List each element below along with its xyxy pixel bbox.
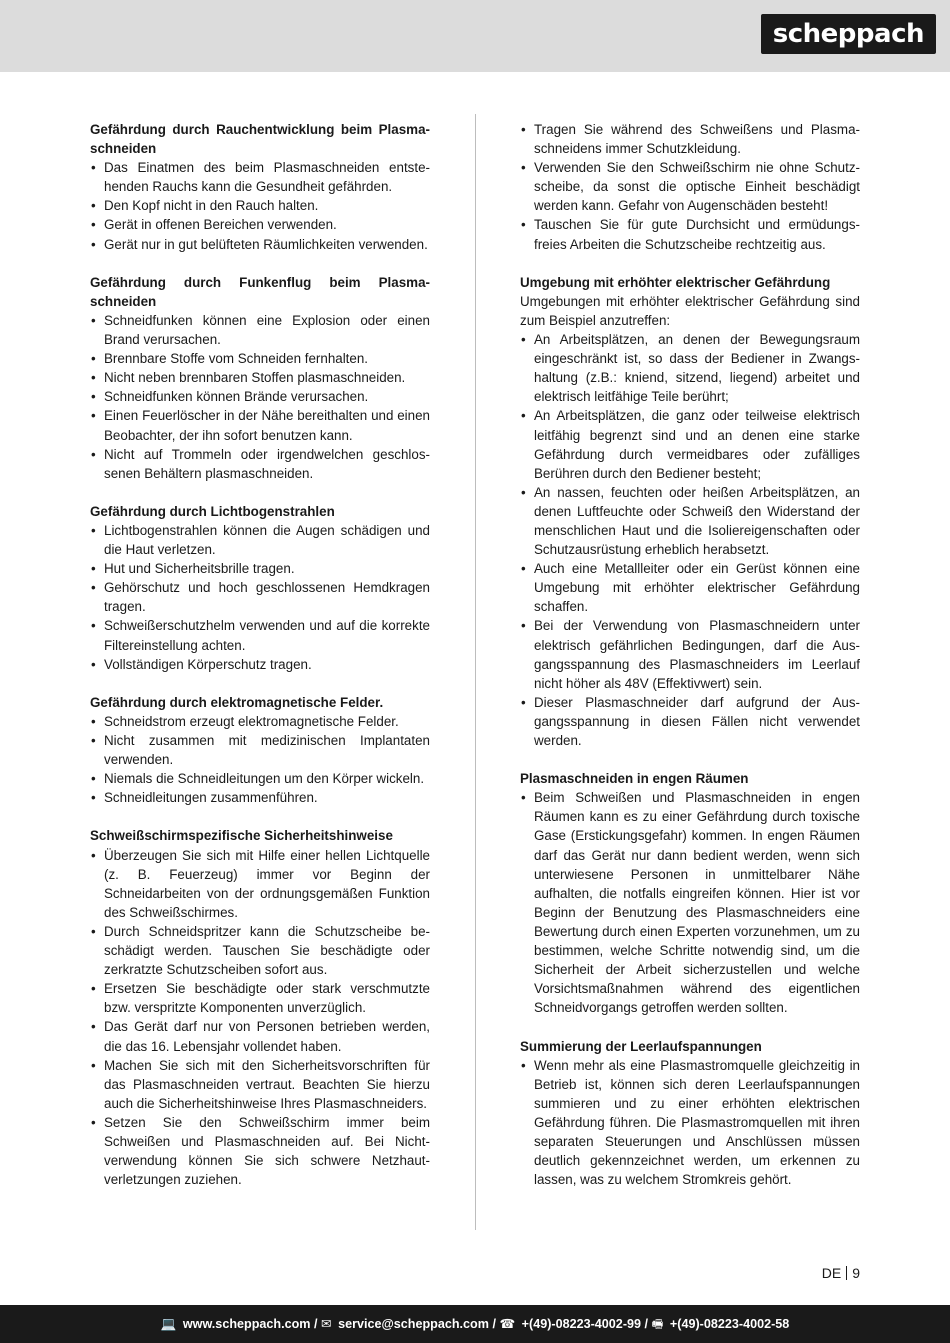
list-item: • Ersetzen Sie beschädigte oder stark verschmutzte bzw. verspritzte Komponenten unverzüglich. xyxy=(90,979,430,1017)
list-item: • An nassen, feuchten oder heißen Arbeitsplätzen, an denen Luftfeuchte oder Schweiß den Widerstand der menschlichen Haut und die Isoliereigenschaften oder Schutzausrüstung erheblich herabsetzt. xyxy=(520,483,860,559)
bullet-list xyxy=(90,521,430,674)
bullet-list xyxy=(90,712,430,807)
bullet-list xyxy=(90,846,430,1190)
page-number-separator xyxy=(846,1266,847,1280)
list-item: • Den Kopf nicht in den Rauch halten. xyxy=(90,196,430,215)
list-item: • Brennbare Stoffe vom Schneiden fernhalten. xyxy=(90,349,430,368)
bullet-list xyxy=(90,311,430,483)
section xyxy=(520,1037,860,1190)
list-item: • Das Einatmen des beim Plasmaschneiden entstehenden Rauchs kann die Gesundheit gefährden. xyxy=(90,158,430,196)
list-item: • Gerät nur in gut belüfteten Räumlichkeiten verwenden. xyxy=(90,235,430,254)
list-item: • Verwenden Sie den Schweißschirm nie ohne Schutzscheibe, da sonst die optische Einheit beschädigt werden kann. Gefahr von Augenschäden besteht! xyxy=(520,158,860,215)
list-item: • Tragen Sie während des Schweißens und Plasmaschneidens immer Schutzkleidung. xyxy=(520,120,860,158)
list-item: • Gerät in offenen Bereichen verwenden. xyxy=(90,215,430,234)
bullet-list xyxy=(520,788,860,1017)
section xyxy=(90,120,430,254)
list-item: • Schweißerschutzhelm verwenden und auf die korrekte Filtereinstellung achten. xyxy=(90,616,430,654)
section xyxy=(520,273,860,750)
fax-icon: 🖷 xyxy=(651,1317,664,1331)
section-heading: Gefährdung durch elektromagnetische Felder. xyxy=(90,694,384,710)
list-item: • Machen Sie sich mit den Sicherheitsvorschriften für das Plasmaschneiden vertraut. Beachten Sie hierzu auch die Sicherheitshinweise Ihres Plasmaschneiders. xyxy=(90,1056,430,1113)
section xyxy=(90,273,430,483)
footer-email[interactable]: service@scheppach.com / xyxy=(338,1317,496,1331)
list-item: • An Arbeitsplätzen, die ganz oder teilweise elektrisch leitfähig begrenzt sind und an denen eine starke Gefährdung durch vermeidbares oder zufälliges Berühren durch den Bediener besteht; xyxy=(520,406,860,482)
section xyxy=(520,120,860,254)
phone-icon: ☎ xyxy=(499,1317,516,1331)
page-language: DE xyxy=(821,1265,842,1281)
column-divider xyxy=(475,114,476,1230)
list-item: • Nicht neben brennbaren Stoffen plasmaschneiden. xyxy=(90,368,430,387)
computer-icon: 💻 xyxy=(160,1317,177,1331)
list-item: • Schneidleitungen zusammenführen. xyxy=(90,788,430,807)
footer-bar xyxy=(0,1305,950,1343)
list-item: • Durch Schneidspritzer kann die Schutzscheibe beschädigt werden. Tauschen Sie beschädigte oder zerkratzte Schutzscheiben sofort aus. xyxy=(90,922,430,979)
list-item: • Bei der Verwendung von Plasmaschneidern unter elektrisch gefährlichen Bedingungen, darf die Ausgangsspannung des Plasmaschneiders im Leerlauf nicht höher als 48V (Effektivwert) sein. xyxy=(520,616,860,692)
section xyxy=(520,769,860,1017)
section xyxy=(90,502,430,674)
list-item: • Gehörschutz und hoch geschlossenen Hemdkragen tragen. xyxy=(90,578,430,616)
list-item: • Das Gerät darf nur von Personen betrieben werden, die das 16. Lebensjahr vollendet haben. xyxy=(90,1017,430,1055)
bullet-list xyxy=(90,158,430,253)
list-item: • Hut und Sicherheitsbrille tragen. xyxy=(90,559,430,578)
left-column xyxy=(90,120,430,1189)
section-heading: Plasmaschneiden in engen Räumen xyxy=(520,771,749,787)
section-heading: Schweißschirmspezifische Sicherheitshinweise xyxy=(90,828,393,844)
section-intro: Umgebungen mit erhöhter elektrischer Gefährdung sind zum Beispiel anzutreffen: xyxy=(520,293,860,328)
list-item: • Dieser Plasmaschneider darf aufgrund der Ausgangsspannung in diesen Fällen nicht verwendet werden. xyxy=(520,693,860,750)
list-item: • Schneidstrom erzeugt elektromagnetische Felder. xyxy=(90,712,430,731)
list-item: • Setzen Sie den Schweißschirm immer beim Schweißen und Plasmaschneiden auf. Bei Nichtverwendung können Sie sich schwere Netzhautverletzungen zuziehen. xyxy=(90,1113,430,1189)
list-item: • Vollständigen Körperschutz tragen. xyxy=(90,655,430,674)
list-item: • Niemals die Schneidleitungen um den Körper wickeln. xyxy=(90,769,430,788)
page-number xyxy=(822,1264,860,1282)
right-column xyxy=(520,120,860,1189)
bullet-list xyxy=(520,120,860,254)
footer-phone: +(49)-08223-4002-99 / xyxy=(521,1317,649,1331)
list-item: • Schneidfunken können Brände verursachen. xyxy=(90,387,430,406)
list-item: • Überzeugen Sie sich mit Hilfe einer hellen Lichtquelle (z. B. Feuerzeug) immer vor Beginn der Schneidarbeiten von der ordnungsgemäßen Funktion des Schweißschirmes. xyxy=(90,846,430,922)
list-item: • Nicht zusammen mit medizinischen Implantaten verwenden. xyxy=(90,731,430,769)
section xyxy=(90,693,430,808)
email-icon: ✉ xyxy=(321,1317,332,1331)
section-heading: Summierung der Leerlaufspannungen xyxy=(520,1038,762,1054)
bullet-list xyxy=(520,1056,860,1190)
section-heading: Gefährdung durch Funkenflug beim Plasmaschneiden xyxy=(90,274,430,309)
bullet-list xyxy=(520,330,860,750)
section xyxy=(90,826,430,1189)
list-item: • Tauschen Sie für gute Durchsicht und ermüdungsfreies Arbeiten die Schutzscheibe rechtzeitig aus. xyxy=(520,215,860,253)
section-heading: Umgebung mit erhöhter elektrischer Gefährdung xyxy=(520,274,831,290)
section-heading: Gefährdung durch Rauchentwicklung beim Plasmaschneiden xyxy=(90,122,430,157)
header-bar xyxy=(0,0,950,72)
list-item: • Nicht auf Trommeln oder irgendwelchen geschlossenen Behältern plasmaschneiden. xyxy=(90,445,430,483)
page-number-value: 9 xyxy=(852,1265,860,1281)
list-item: • Schneidfunken können eine Explosion oder einen Brand verursachen. xyxy=(90,311,430,349)
list-item: • An Arbeitsplätzen, an denen der Bewegungsraum eingeschränkt ist, so dass der Bediener in Zwangshaltung (z.B.: kniend, sitzend, liegend) arbeitet und elektrisch leitfähige Teile berührt; xyxy=(520,330,860,406)
brand-logo: scheppach xyxy=(761,14,936,54)
list-item: • Beim Schweißen und Plasmaschneiden in engen Räumen kann es zu einer Gefährdung durch toxische Gase (Erstickungsgefahr) kommen. In engen Räumen darf das Gerät nur dann bedient werden, wenn sich unterwiesene Personen in unmittelbarer Nähe aufhalten, die notfalls eingreifen können. Hier ist vor Beginn der Benutzung des Plasmaschneiders eine Bewertung durch einen Experten vorzunehmen, um zu bestimmen, welche Schritte notwendig sind, um die Sicherheit der Arbeit sicherzustellen und welche Vorsichtsmaßnahmen während des eigentlichen Schneidvorgangs getroffen werden sollten. xyxy=(520,788,860,1017)
footer-fax: +(49)-08223-4002-58 xyxy=(669,1317,790,1331)
list-item: • Wenn mehr als eine Plasmastromquelle gleichzeitig in Betrieb ist, können sich deren Leerlaufspannungen summieren und zu einer erhöhten elektrischen Gefährdung führen. Die Plasmastromquellen mit ihren separaten Steuerungen und Anschlüssen müssen deutlich gekennzeichnet werden, um erkennen zu lassen, was zu welchem Stromkreis gehört. xyxy=(520,1056,860,1190)
list-item: • Einen Feuerlöscher in der Nähe bereithalten und einen Beobachter, der ihn sofort benutzen kann. xyxy=(90,406,430,444)
footer-website[interactable]: www.scheppach.com / xyxy=(182,1317,318,1331)
section-heading: Gefährdung durch Lichtbogenstrahlen xyxy=(90,503,335,519)
list-item: • Auch eine Metallleiter oder ein Gerüst können eine Umgebung mit erhöhter elektrischer Gefährdung schaffen. xyxy=(520,559,860,616)
list-item: • Lichtbogenstrahlen können die Augen schädigen und die Haut verletzen. xyxy=(90,521,430,559)
